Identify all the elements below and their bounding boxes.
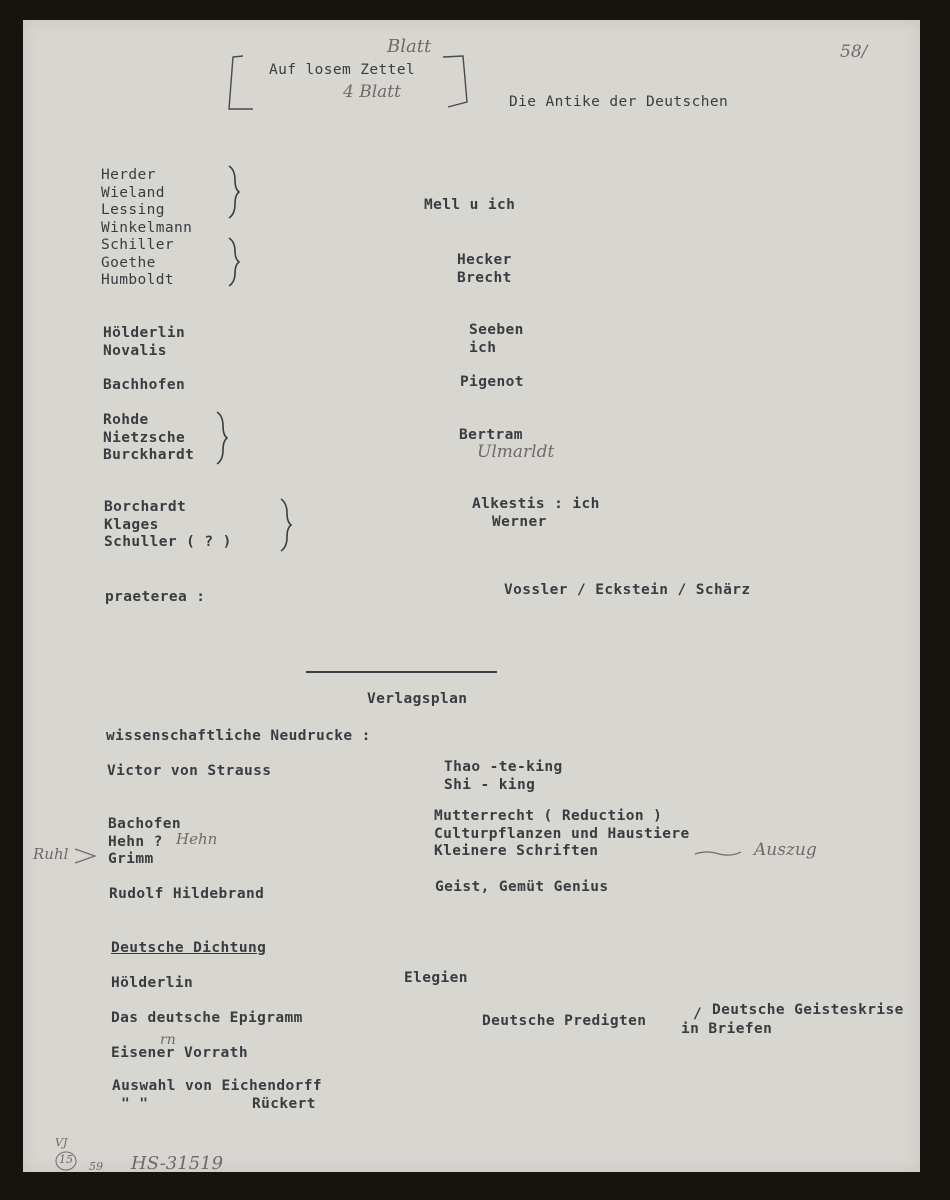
work-epigramm: Das deutsche Epigramm: [111, 1010, 303, 1026]
editor-mell: Mell u ich: [424, 197, 516, 213]
work-kleinere-schriften: Kleinere Schriften: [434, 843, 599, 859]
author-novalis: Novalis: [103, 342, 167, 359]
section-divider: [306, 671, 497, 673]
archive-circle-number: 15: [59, 1153, 73, 1166]
margin-arrow-icon: [73, 846, 99, 866]
rueckert-ditto: " ": [121, 1096, 149, 1112]
author-holderlin: Hölderlin: [103, 325, 186, 341]
auszug-pencil: Auszug: [754, 840, 817, 860]
dichtung-title: Deutsche Dichtung: [111, 940, 267, 956]
archive-signature: HS-31519: [131, 1153, 224, 1174]
author-wieland: Wieland: [101, 184, 165, 201]
strauss-works: [444, 759, 563, 794]
neudrucke-subtitle: wissenschaftliche Neudrucke :: [106, 728, 371, 744]
work-shi-king: Shi - king: [444, 776, 536, 793]
work-in-briefen: in Briefen: [681, 1021, 773, 1037]
work-predigten: Deutsche Predigten: [482, 1013, 647, 1029]
work-thao-te-king: Thao -te-king: [444, 759, 563, 775]
work-vorrath: Eisener Vorrath: [111, 1045, 248, 1061]
archive-small-number: 59: [89, 1160, 103, 1173]
work-culturpflanzen: Culturpflanzen und Haustiere: [434, 825, 690, 842]
editor-bertram: Bertram: [459, 427, 523, 443]
verlagsplan-title: Verlagsplan: [367, 691, 468, 707]
author-borchardt: Borchardt: [104, 499, 187, 515]
author-strauss: Victor von Strauss: [107, 763, 272, 779]
author-herder: Herder: [101, 167, 156, 183]
editor-group-2: [457, 252, 512, 287]
brace-group1-a: [227, 164, 241, 220]
margin-note-pencil: Ruhl: [33, 845, 69, 863]
author-group-4: [103, 412, 194, 465]
author-nietzsche: Nietzsche: [103, 429, 186, 446]
editor-ich: ich: [469, 339, 497, 356]
work-geisteskrisis: Deutsche Geisteskrise: [712, 1002, 904, 1018]
author-winkelmann: Winkelmann: [101, 219, 193, 236]
author-lessing: Lessing: [101, 202, 165, 218]
editor-hecker: Hecker: [457, 252, 512, 268]
editor-vossler-line: Vossler / Eckstein / Schärz: [504, 582, 751, 598]
editor-bertram-pencil: Ulmarldt: [477, 442, 555, 462]
author-bachofen: Bachofen: [108, 816, 182, 832]
bachofen-works: [434, 808, 690, 861]
author-group-1: [101, 167, 192, 290]
author-holderlin-2: Hölderlin: [111, 975, 194, 991]
auszug-dash: [693, 848, 743, 858]
editor-brecht: Brecht: [457, 269, 512, 286]
editor-seeben: Seeben: [469, 322, 524, 338]
author-klages: Klages: [104, 516, 159, 533]
archive-vj: VJ: [55, 1136, 68, 1149]
author-grimm: Grimm: [108, 851, 154, 867]
editor-werner: Werner: [492, 513, 547, 530]
author-schuller: Schuller ( ? ): [104, 534, 232, 550]
vorrath-pencil: rn: [160, 1032, 176, 1048]
author-hildebrand: Rudolf Hildebrand: [109, 886, 265, 902]
brace-group4: [215, 410, 229, 466]
author-schiller: Schiller: [101, 237, 175, 253]
note-box-pencil-blatt: Blatt: [387, 36, 432, 57]
work-geist-gemuet: Geist, Gemüt Genius: [435, 879, 609, 895]
author-burckhardt: Burckhardt: [103, 447, 195, 463]
author-hehn: Hehn ?: [108, 833, 163, 850]
work-eichendorff: Auswahl von Eichendorff: [112, 1078, 322, 1094]
hehn-pencil: Hehn: [176, 830, 218, 848]
author-humboldt: Humboldt: [101, 272, 175, 288]
praeterea-label: praeterea :: [105, 589, 206, 605]
author-group-5: [104, 499, 232, 552]
document-title: Die Antike der Deutschen: [509, 94, 729, 110]
author-bachhofen: Bachhofen: [103, 377, 186, 393]
note-box-text: Auf losem Zettel: [269, 62, 416, 78]
note-box-pencil-count: 4 Blatt: [343, 82, 401, 102]
author-goethe: Goethe: [101, 254, 156, 271]
work-mutterrecht: Mutterrecht ( Reduction ): [434, 808, 663, 824]
work-rueckert: Rückert: [252, 1096, 316, 1112]
slash-separator: /: [693, 1006, 703, 1022]
work-elegien: Elegien: [404, 970, 468, 986]
page-number-pencil: 58/: [840, 42, 868, 62]
editor-group-6: [472, 496, 600, 531]
editor-group-3: [469, 322, 524, 357]
editor-alkestis: Alkestis : ich: [472, 496, 600, 512]
document-sheet: [23, 20, 920, 1172]
author-rohde: Rohde: [103, 412, 149, 428]
bachofen-group: [108, 816, 181, 869]
author-group-2: [103, 325, 185, 360]
editor-pigenot: Pigenot: [460, 374, 524, 390]
brace-group1-b: [227, 236, 241, 288]
brace-group5: [279, 497, 293, 553]
